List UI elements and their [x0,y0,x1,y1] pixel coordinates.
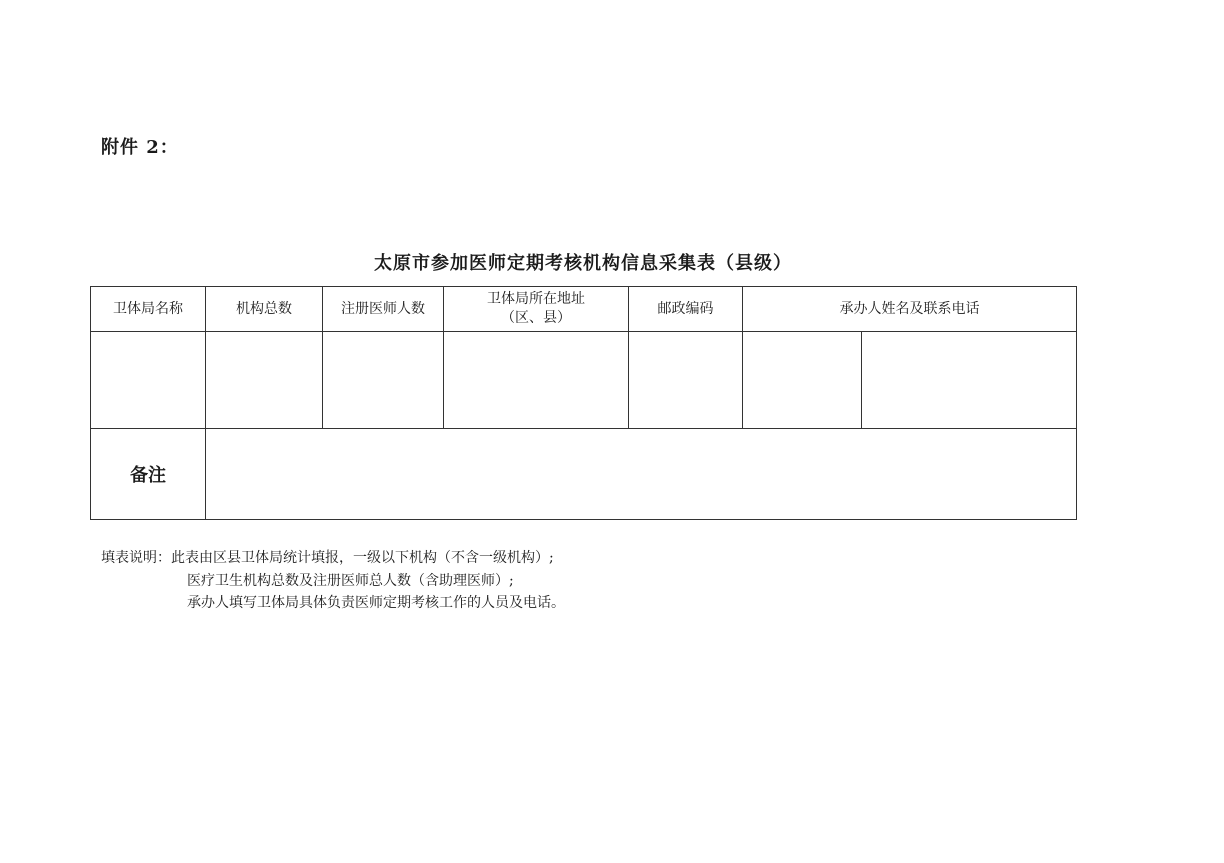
cell-bureau-address[interactable] [444,332,629,429]
header-contact: 承办人姓名及联系电话 [743,287,1077,332]
header-registered-doctors: 注册医师人数 [323,287,444,332]
cell-remark[interactable] [206,429,1077,520]
cell-registered-doctors[interactable] [323,332,444,429]
table-remark-row [91,429,1077,520]
notes-line: 承办人填写卫体局具体负责医师定期考核工作的人员及电话。 [187,595,565,611]
cell-institution-count[interactable] [206,332,323,429]
table-header-row [91,287,1077,332]
header-postcode: 邮政编码 [629,287,743,332]
info-collection-table [90,286,1077,520]
notes-label: 填表说明： [101,550,171,566]
header-bureau-name: 卫体局名称 [91,287,206,332]
header-bureau-address: 卫体局所在地址 （区、县） [444,287,629,332]
notes-line: 此表由区县卫体局统计填报，一级以下机构（不含一级机构）; [171,550,554,566]
fill-instructions [101,547,565,615]
cell-contact-name[interactable] [743,332,862,429]
header-institution-count: 机构总数 [206,287,323,332]
attachment-label: 附件 2： [101,137,179,158]
notes-line: 医疗卫生机构总数及注册医师总人数（含助理医师）; [187,572,514,589]
table-data-row [91,332,1077,429]
cell-bureau-name[interactable] [91,332,206,429]
remark-label: 备注 [91,429,206,520]
cell-contact-phone[interactable] [862,332,1077,429]
form-title: 太原市参加医师定期考核机构信息采集表（县级） [374,253,792,274]
cell-postcode[interactable] [629,332,743,429]
